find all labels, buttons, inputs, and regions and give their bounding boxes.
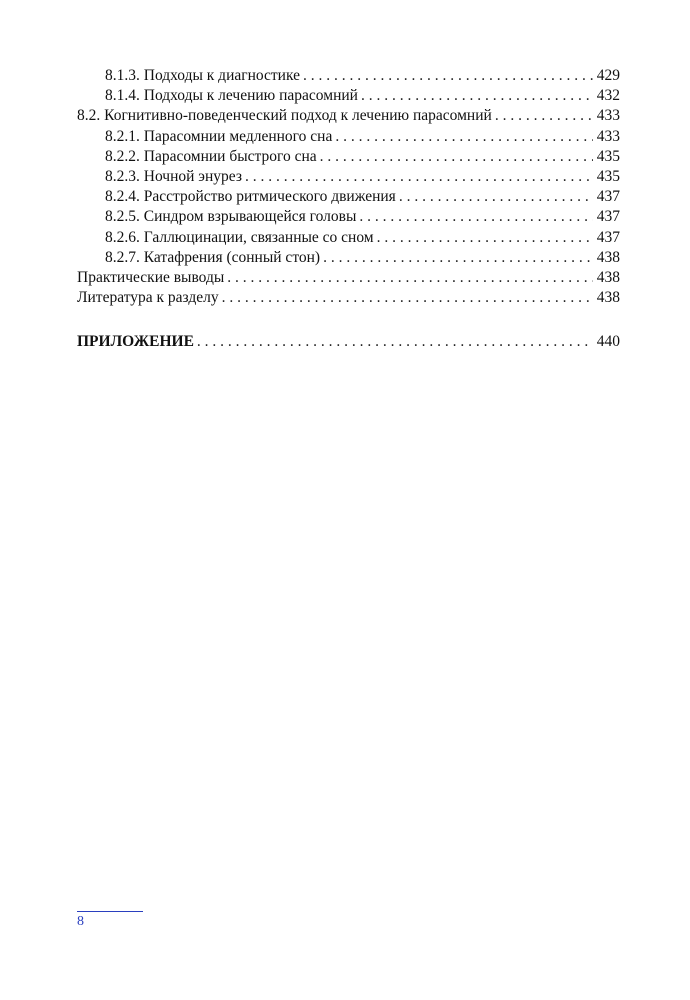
toc-entry[interactable] [77,86,620,106]
page-number: 8 [77,914,84,929]
toc-entry-title: 8.2.2. Парасомнии быстрого сна [105,147,320,167]
dot-leader [245,167,593,187]
toc-entry-title: Практические выводы [77,268,227,288]
dot-leader [303,66,593,86]
toc-entry-title: 8.2.5. Синдром взрывающейся головы [105,207,359,227]
toc-entry-page: 438 [596,248,620,266]
dot-leader [361,86,593,106]
toc-entry-page: 432 [596,87,620,105]
table-of-contents [77,66,620,352]
toc-entry-page: 433 [596,107,620,125]
dot-leader [399,187,593,207]
toc-entry-title: 8.1.3. Подходы к диагностике [105,66,303,86]
toc-entry[interactable] [77,127,620,147]
footer-rule [77,911,143,912]
toc-entry-page: 429 [596,67,620,84]
dot-leader [359,207,592,227]
toc-entry[interactable] [77,268,620,288]
toc-entry[interactable] [77,288,620,308]
toc-entry-title: Литература к разделу [77,288,222,308]
toc-entry[interactable] [77,207,620,227]
toc-entry-page: 440 [596,333,620,351]
toc-entry[interactable] [77,248,620,268]
toc-entry-title: 8.2.4. Расстройство ритмического движения [105,187,399,207]
toc-entry-page: 435 [596,147,620,165]
toc-entry-title: 8.2.3. Ночной энурез [105,167,245,187]
toc-entry-title: 8.2. Когнитивно-поведенческий подход к лечению парасомний [77,106,495,126]
toc-entry[interactable] [77,106,620,126]
toc-entry-title: 8.2.7. Катафрения (сонный стон) [105,248,323,268]
dot-leader [377,228,593,248]
toc-entry[interactable] [77,167,620,187]
dot-leader [323,248,593,268]
toc-entry[interactable] [77,187,620,207]
toc-entry-title: ПРИЛОЖЕНИЕ [77,332,197,352]
toc-entry-page: 437 [596,208,620,226]
toc-entry-page: 438 [596,268,620,286]
toc-entry-page: 437 [596,188,620,206]
dot-leader [197,332,593,352]
toc-entry-title: 8.2.1. Парасомнии медленного сна [105,127,335,147]
toc-entry-title: 8.1.4. Подходы к лечению парасомний [105,86,361,106]
section-gap [77,308,620,332]
dot-leader [222,288,593,308]
toc-entry[interactable] [77,228,620,248]
toc-entry-page: 435 [596,167,620,185]
toc-entry-title: 8.2.6. Галлюцинации, связанные со сном [105,228,377,248]
dot-leader [335,127,592,147]
dot-leader [495,106,593,126]
dot-leader [227,268,592,288]
toc-entry-page: 438 [596,289,620,307]
dot-leader [320,147,593,167]
toc-entry[interactable] [77,66,620,86]
toc-entry-appendix[interactable] [77,332,620,352]
toc-entry[interactable] [77,147,620,167]
toc-entry-page: 433 [596,127,620,145]
toc-entry-page: 437 [596,228,620,246]
